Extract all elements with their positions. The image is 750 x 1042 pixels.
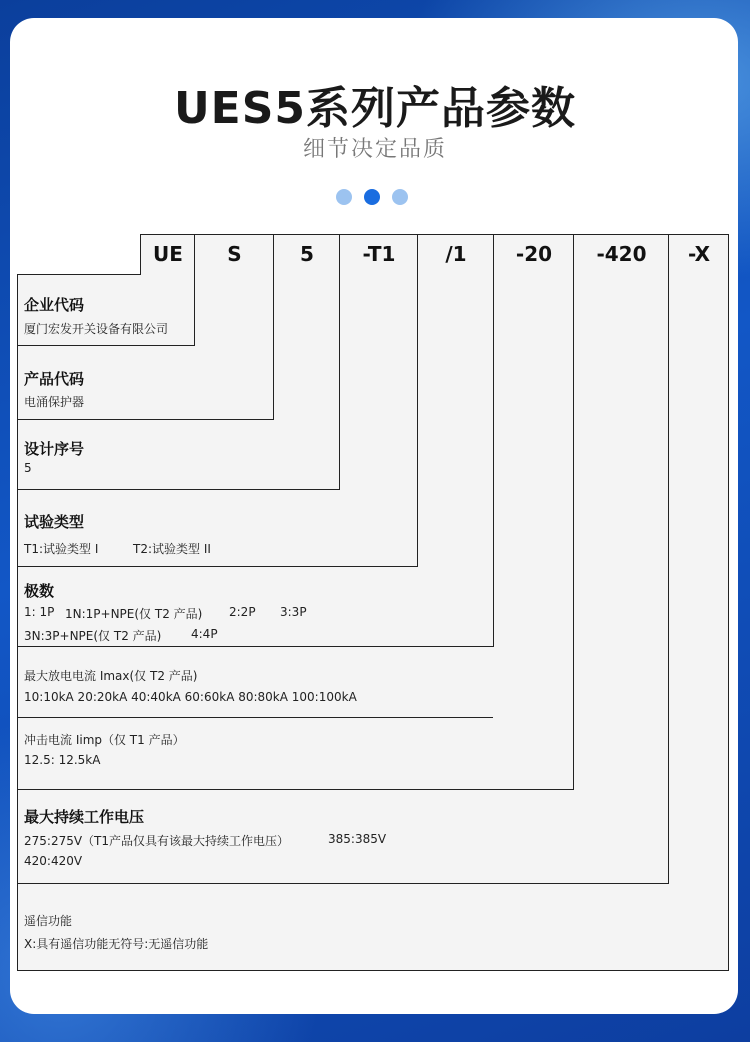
code-x: -X [687,242,711,266]
remote-signal-value: X:具有遥信功能无符号:无遥信功能 [24,937,209,951]
voltage-label: 最大持续工作电压 [24,808,145,826]
product-code-label: 产品代码 [24,370,85,388]
company-code-value: 厦门宏发开关设备有限公司 [24,322,169,336]
test-type-option-t1: T1:试验类型 I [24,542,99,556]
voltage-option: 275:275V（T1产品仅具有该最大持续工作电压） [24,834,290,848]
company-code-label: 企业代码 [24,296,85,314]
product-code-value: 电涌保护器 [24,395,85,409]
code-420: -420 [596,242,647,266]
carousel-dot[interactable] [392,189,408,205]
poles-option: 4:4P [191,627,218,641]
test-type-label: 试验类型 [24,513,85,531]
code-5: 5 [300,242,314,266]
imax-values: 10:10kA 20:20kA 40:40kA 60:60kA 80:80kA 100:100kA [24,690,357,704]
poles-option: 1: 1P [24,605,55,619]
poles-option: 2:2P [229,605,256,619]
page-title: UES5系列产品参数 [173,83,577,134]
code-s: S [227,242,242,266]
poles-option: 3N:3P+NPE(仅 T2 产品) [24,629,162,643]
page-subtitle: 细节决定品质 [302,137,447,162]
corner-mask [16,233,140,274]
design-number-label: 设计序号 [24,440,85,458]
carousel-dot-active[interactable] [364,189,380,205]
remote-signal-label: 遥信功能 [24,914,73,928]
voltage-option: 385:385V [328,832,387,846]
current-divider [17,717,493,718]
design-number-value: 5 [24,461,32,475]
poles-label: 极数 [24,582,55,600]
test-type-option-t2: T2:试验类型 II [133,542,211,556]
code-slash-1: /1 [445,242,467,266]
voltage-option: 420:420V [24,854,83,868]
code-ue: UE [153,242,183,266]
code-t1: -T1 [362,242,396,266]
corner-edge-horizontal [17,274,141,275]
poles-option: 1N:1P+NPE(仅 T2 产品) [65,607,203,621]
poles-option: 3:3P [280,605,307,619]
carousel-dot[interactable] [336,189,352,205]
imax-label: 最大放电电流 Imax(仅 T2 产品) [24,669,198,683]
code-20: -20 [515,242,553,266]
iimp-label: 冲击电流 Iimp（仅 T1 产品） [24,733,185,747]
iimp-values: 12.5: 12.5kA [24,753,101,767]
